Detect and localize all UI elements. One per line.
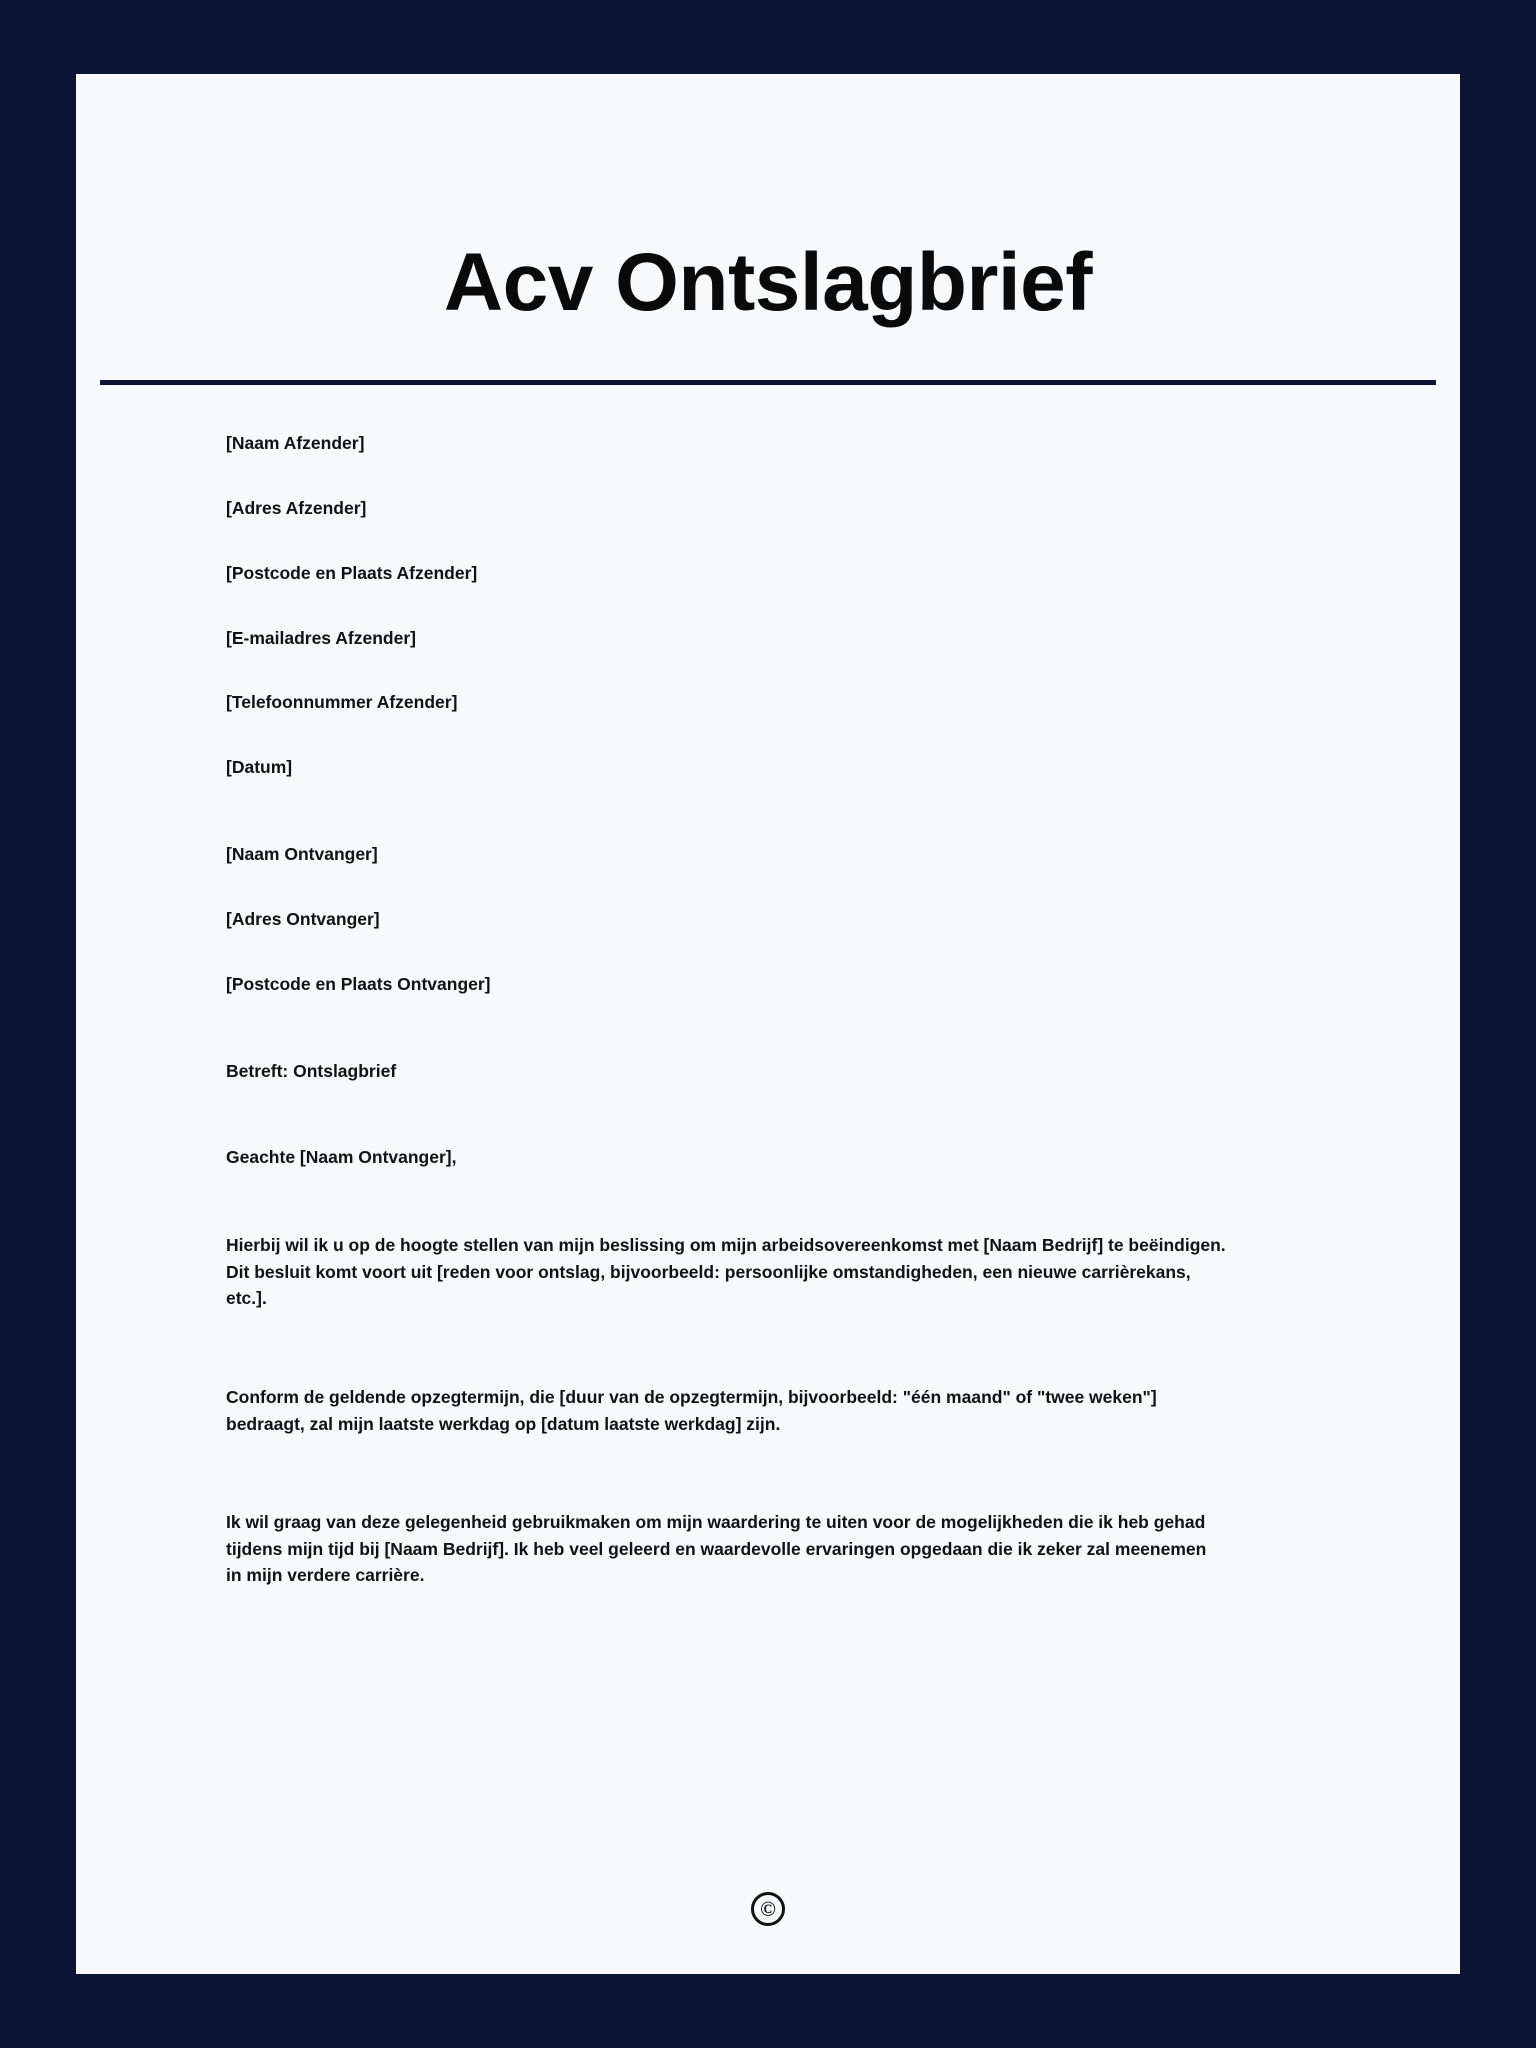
document-page	[76, 74, 1460, 1974]
sender-email: [E-mailadres Afzender]	[226, 627, 416, 648]
sender-name: [Naam Afzender]	[226, 433, 365, 453]
sender-postcode-city: [Postcode en Plaats Afzender]	[226, 562, 478, 583]
recipient-postcode-city: [Postcode en Plaats Ontvanger]	[226, 973, 491, 994]
body-paragraph-3: Ik wil graag van deze gelegenheid gebruikmaken om mijn waardering te uiten voor de mogelijkheden die ik heb gehad tijdens mijn tijd bij [Naam Bedrijf]. Ik heb veel geleerd en waardevolle ervaringen opgedaan die ik zeker zal meenemen in mijn verdere carrière.	[226, 1512, 1207, 1586]
subject-line: Betreft: Ontslagbrief	[226, 1060, 397, 1081]
page-title: Acv Ontslagbrief	[443, 237, 1093, 328]
body-paragraph-2: Conform de geldende opzegtermijn, die [duur van de opzegtermijn, bijvoorbeeld: "één maand" of "twee weken"] bedraagt, zal mijn laatste werkdag op [datum laatste werkdag] zijn.	[226, 1387, 1157, 1434]
title-block	[76, 74, 1460, 328]
letter-body	[76, 385, 1460, 1589]
letter-date: [Datum]	[226, 757, 293, 778]
body-paragraph-1: Hierbij wil ik u op de hoogte stellen van mijn beslissing om mijn arbeidsovereenkomst met [Naam Bedrijf] te beëindigen. Dit besluit komt voort uit [reden voor ontslag, bijvoorbeeld: persoonlijke omstandigheden, een nieuwe carrièrekans, etc.].	[226, 1235, 1226, 1309]
page-footer	[76, 1892, 1460, 1926]
sender-phone: [Telefoonnummer Afzender]	[226, 692, 458, 713]
copyright-glyph: ©	[760, 1896, 776, 1921]
recipient-address: [Adres Ontvanger]	[226, 908, 380, 929]
copyright-icon	[751, 1892, 785, 1926]
recipient-name: [Naam Ontvanger]	[226, 844, 378, 865]
sender-address: [Adres Afzender]	[226, 497, 367, 518]
salutation: Geachte [Naam Ontvanger],	[226, 1147, 457, 1168]
